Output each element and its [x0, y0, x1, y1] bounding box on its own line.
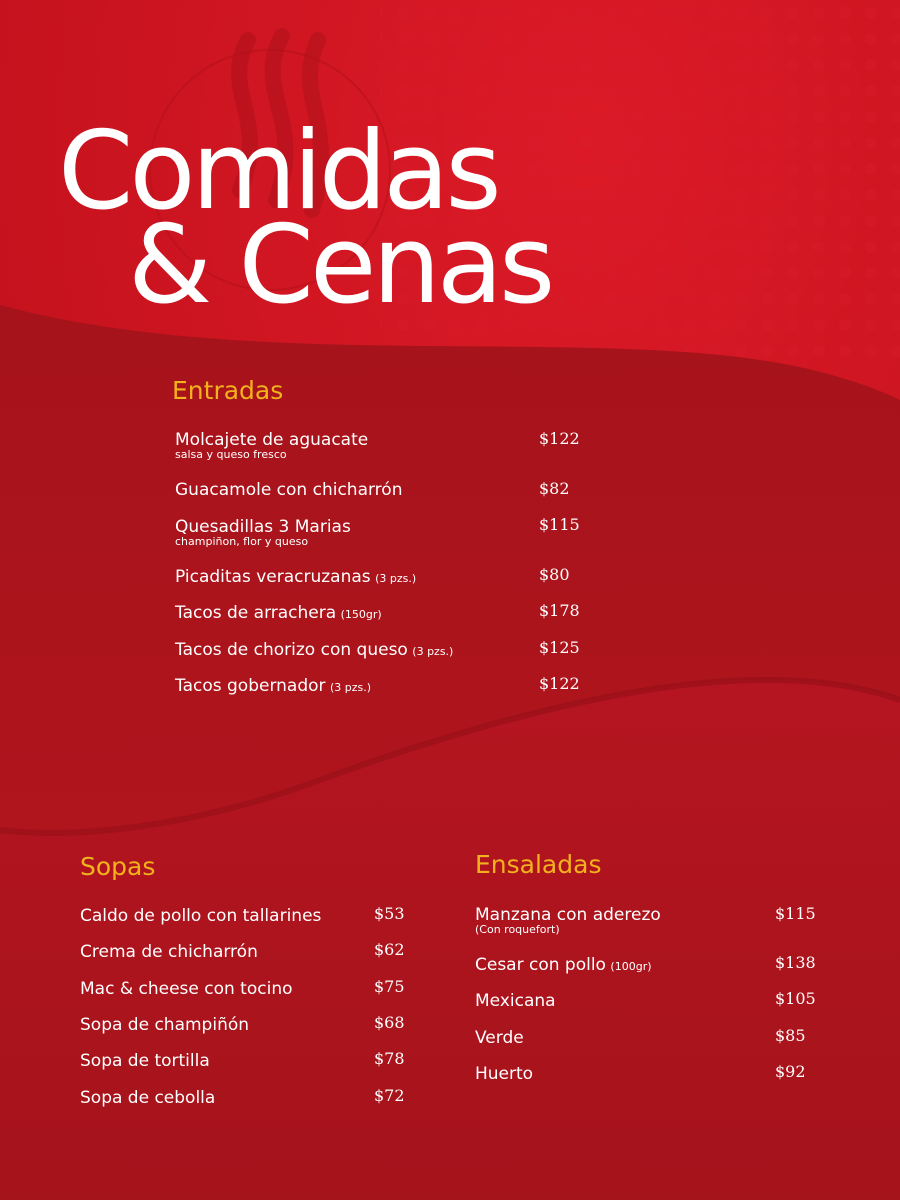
item-note: (3 pzs.) — [412, 645, 454, 658]
menu-title-line1: Comidas — [58, 109, 498, 234]
menu-item — [80, 979, 293, 999]
item-price: $68 — [374, 1013, 405, 1032]
menu-item — [475, 955, 652, 975]
item-name: Manzana con aderezo — [475, 905, 661, 925]
item-note: (3 pzs.) — [375, 572, 417, 585]
item-name: Crema de chicharrón — [80, 942, 258, 962]
menu-item — [175, 676, 371, 696]
section-title-ensaladas: Ensaladas — [475, 850, 602, 879]
item-name: Picaditas veracruzanas — [175, 567, 371, 587]
item-name: Sopa de champiñón — [80, 1015, 250, 1035]
item-name: Tacos gobernador — [175, 676, 326, 696]
item-price: $85 — [775, 1026, 806, 1045]
item-price: $82 — [539, 479, 570, 498]
item-price: $178 — [539, 601, 580, 620]
menu-item — [175, 430, 368, 460]
item-price: $53 — [374, 904, 405, 923]
item-price: $125 — [539, 638, 580, 657]
menu-item — [175, 603, 382, 623]
menu-item — [475, 991, 556, 1011]
item-price: $105 — [775, 989, 816, 1008]
item-note: (3 pzs.) — [329, 681, 372, 694]
menu-item — [475, 1028, 524, 1048]
item-name: Tacos de chorizo con queso — [175, 640, 408, 660]
item-name: Sopa de cebolla — [80, 1088, 216, 1108]
item-name: Quesadillas 3 Marias — [175, 517, 351, 537]
item-price: $122 — [539, 429, 580, 448]
menu-item — [80, 906, 321, 926]
item-name: Tacos de arrachera — [175, 603, 337, 623]
item-note: (100gr) — [610, 960, 652, 973]
menu-item — [80, 1088, 215, 1108]
item-price: $115 — [775, 904, 816, 923]
item-description: (Con roquefort) — [475, 923, 560, 936]
item-price: $75 — [374, 977, 405, 996]
item-name: Sopa de tortilla — [80, 1051, 210, 1071]
item-name: Mac & cheese con tocino — [80, 979, 293, 999]
item-price: $115 — [539, 515, 580, 534]
item-note: (150gr) — [340, 608, 382, 621]
item-description: champiñon, flor y queso — [175, 535, 309, 548]
menu-item — [80, 1015, 249, 1035]
item-name: Guacamole con chicharrón — [175, 480, 403, 500]
item-price: $72 — [374, 1086, 405, 1105]
menu-item — [475, 1064, 533, 1084]
item-name: Cesar con pollo — [475, 955, 606, 975]
item-name: Caldo de pollo con tallarines — [80, 906, 322, 926]
menu-title-line2: & Cenas — [128, 203, 552, 328]
menu-item — [475, 905, 661, 935]
item-name: Huerto — [475, 1064, 534, 1084]
item-price: $62 — [374, 940, 405, 959]
item-price: $78 — [374, 1049, 405, 1068]
menu-item — [175, 517, 351, 547]
section-title-sopas: Sopas — [80, 852, 156, 881]
item-price: $92 — [775, 1062, 806, 1081]
item-description: salsa y queso fresco — [175, 448, 287, 461]
item-price: $122 — [539, 674, 580, 693]
item-name: Mexicana — [475, 991, 556, 1011]
item-price: $80 — [539, 565, 570, 584]
menu-item — [175, 567, 416, 587]
menu-item — [80, 942, 258, 962]
item-name: Molcajete de aguacate — [175, 430, 369, 450]
menu-item — [80, 1051, 210, 1071]
item-name: Verde — [475, 1028, 524, 1048]
section-title-entradas: Entradas — [172, 376, 284, 405]
menu-item — [175, 640, 453, 660]
item-price: $138 — [775, 953, 816, 972]
menu-item — [175, 480, 402, 500]
